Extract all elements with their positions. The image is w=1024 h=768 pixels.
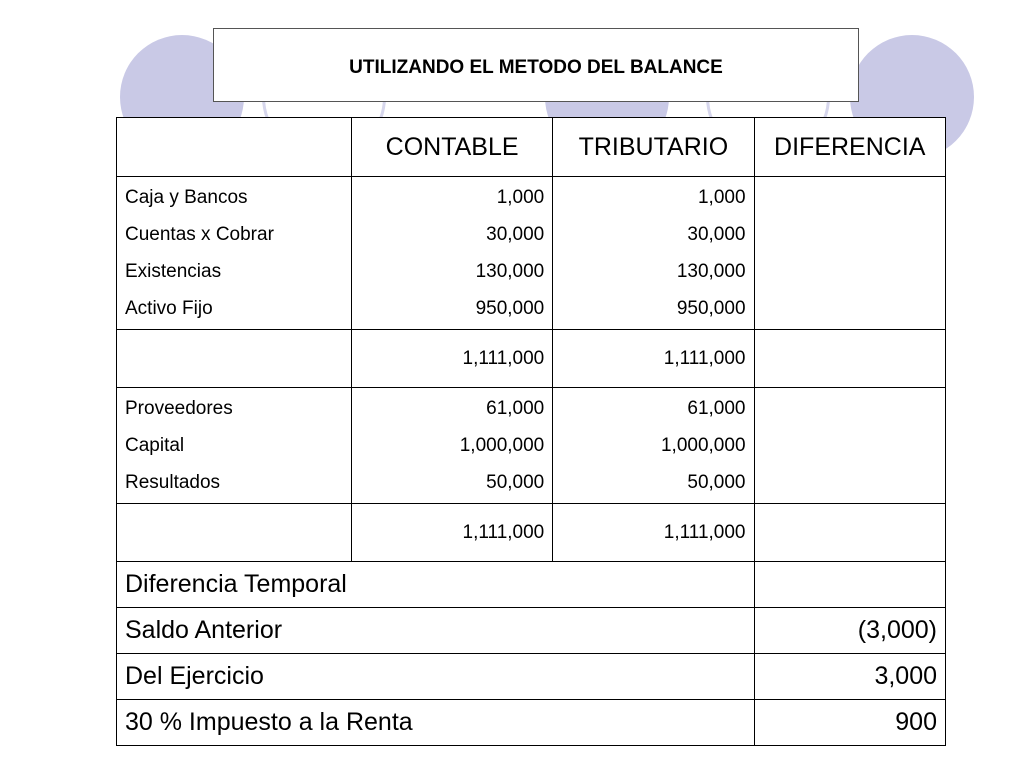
liability-tributario-value: 1,000,000: [660, 435, 746, 456]
liability-label: Proveedores: [125, 398, 233, 419]
summary-label: Del Ejercicio: [117, 654, 755, 700]
asset-label: Activo Fijo: [125, 298, 213, 319]
assets-total-label: [117, 330, 352, 388]
liabilities-contable: [351, 388, 552, 504]
assets-total-diferencia: [754, 330, 945, 388]
liability-tributario-value: 61,000: [687, 398, 746, 419]
summary-value: [754, 562, 945, 608]
liability-label: Capital: [125, 435, 185, 456]
summary-value: 3,000: [754, 654, 945, 700]
slide-title: UTILIZANDO EL METODO DEL BALANCE: [349, 57, 723, 78]
summary-row-saldo-anterior: [117, 608, 946, 654]
slide-title-box: [213, 28, 859, 102]
asset-tributario-value: 950,000: [676, 298, 746, 319]
header-contable: CONTABLE: [351, 118, 552, 177]
assets-tributario: [553, 177, 754, 330]
asset-contable-value: 950,000: [475, 298, 545, 319]
asset-tributario-value: 1,000: [697, 187, 746, 208]
asset-contable-value: 1,000: [496, 187, 545, 208]
liability-tributario-value: 50,000: [687, 472, 746, 493]
header-cell-empty: [117, 118, 352, 177]
assets-row: [117, 177, 946, 330]
asset-label: Caja y Bancos: [125, 187, 248, 208]
asset-label: Cuentas x Cobrar: [125, 224, 274, 245]
liabilities-tributario: [553, 388, 754, 504]
liability-label: Resultados: [125, 472, 221, 493]
liability-contable-value: 1,000,000: [459, 435, 545, 456]
summary-label: Diferencia Temporal: [117, 562, 755, 608]
summary-row-diferencia-temporal: [117, 562, 946, 608]
liabilities-total-diferencia: [754, 504, 945, 562]
header-tributario: TRIBUTARIO: [553, 118, 754, 177]
liability-contable-value: 50,000: [486, 472, 545, 493]
balance-table: [116, 117, 946, 746]
summary-value: (3,000): [754, 608, 945, 654]
liabilities-diferencia: [754, 388, 945, 504]
asset-contable-value: 130,000: [475, 261, 545, 282]
asset-label: Existencias: [125, 261, 222, 282]
summary-row-impuesto-renta: [117, 700, 946, 746]
assets-contable: [351, 177, 552, 330]
header-row: [117, 118, 946, 177]
liabilities-row: [117, 388, 946, 504]
header-diferencia: DIFERENCIA: [754, 118, 945, 177]
assets-labels: [117, 177, 352, 330]
liabilities-total-contable: 1,111,000: [351, 504, 552, 562]
asset-tributario-value: 130,000: [676, 261, 746, 282]
assets-total-tributario: 1,111,000: [553, 330, 754, 388]
summary-label: Saldo Anterior: [117, 608, 755, 654]
liability-contable-value: 61,000: [486, 398, 545, 419]
liabilities-total-tributario: 1,111,000: [553, 504, 754, 562]
asset-contable-value: 30,000: [486, 224, 545, 245]
summary-row-del-ejercicio: [117, 654, 946, 700]
asset-tributario-value: 30,000: [687, 224, 746, 245]
liabilities-total-label: [117, 504, 352, 562]
liabilities-labels: [117, 388, 352, 504]
assets-total-contable: 1,111,000: [351, 330, 552, 388]
assets-total-row: [117, 330, 946, 388]
liabilities-total-row: [117, 504, 946, 562]
assets-diferencia: [754, 177, 945, 330]
summary-value: 900: [754, 700, 945, 746]
summary-label: 30 % Impuesto a la Renta: [117, 700, 755, 746]
